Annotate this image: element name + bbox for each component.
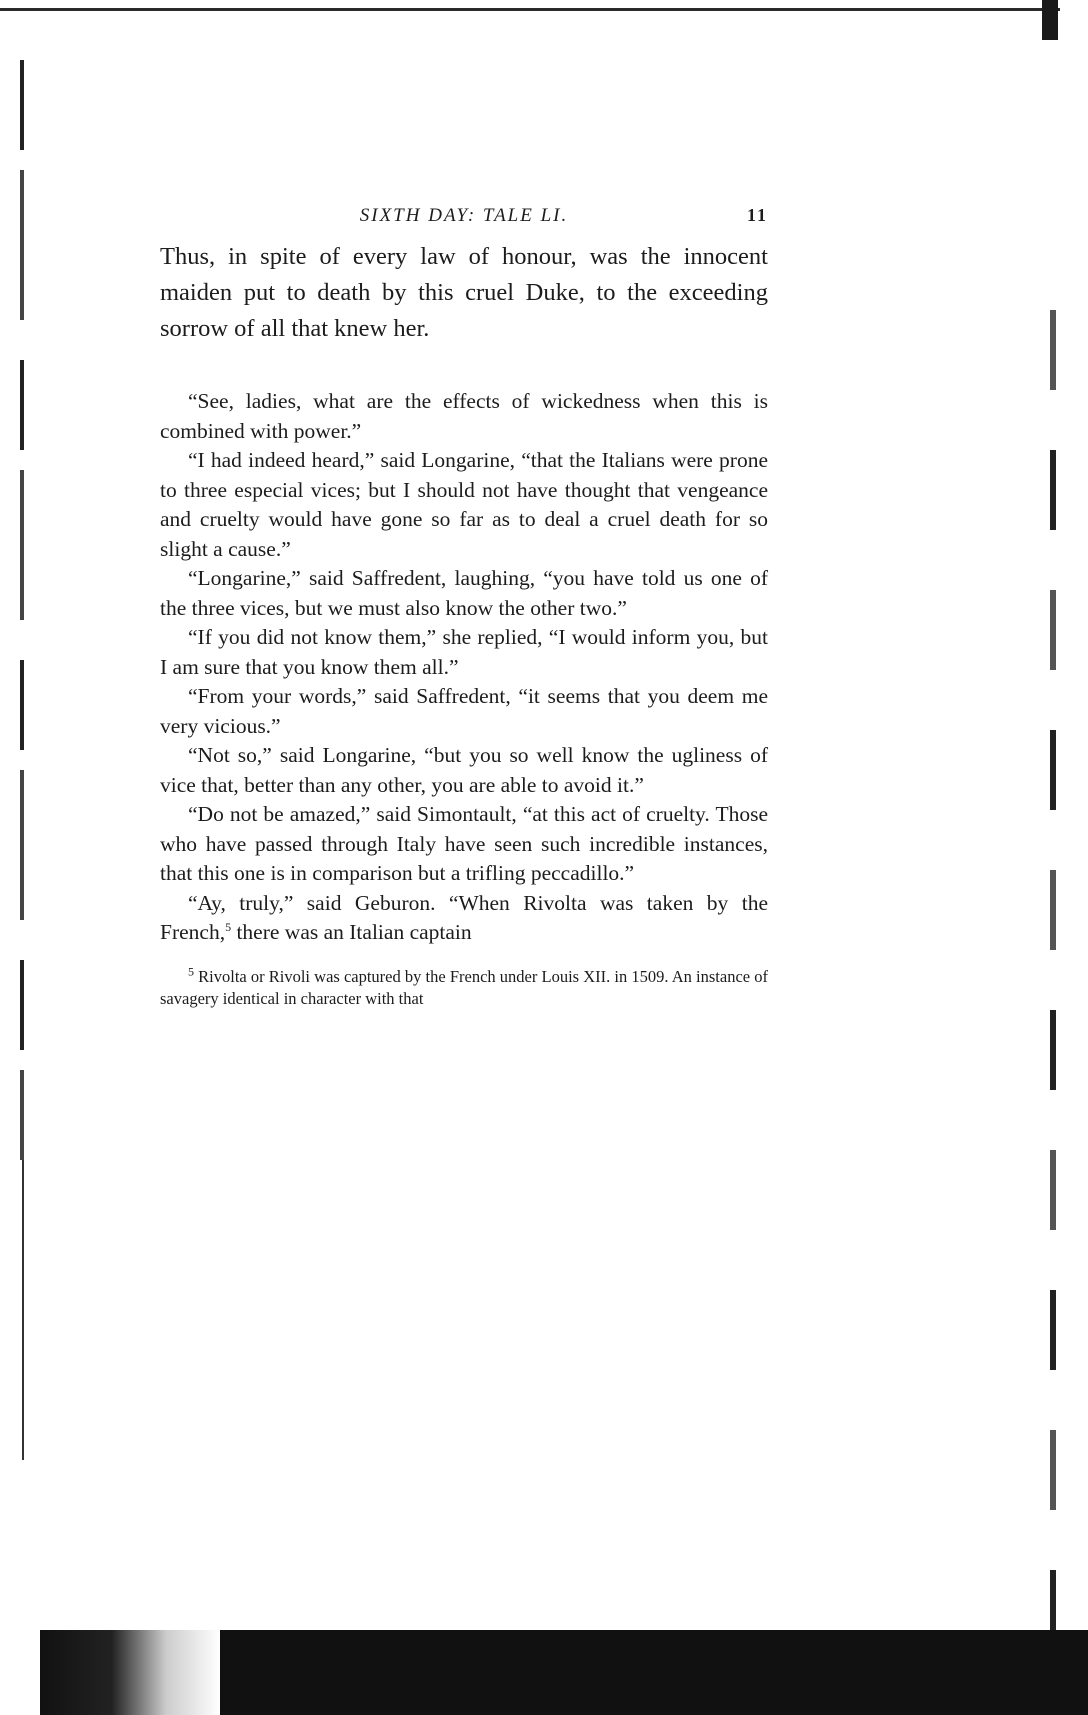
scan-bottom-shadow-fade [40, 1630, 220, 1715]
dialogue-paragraph: “Longarine,” said Saffredent, laughing, “you have told us one of the three vices, but we must also know the other two.” [160, 566, 768, 620]
footnote-mark: 5 [188, 964, 194, 978]
dialogue-paragraph: “Not so,” said Longarine, “but you so well know the ugliness of vice that, better than any other, you are able to avoid it.” [160, 743, 768, 797]
page-number: 11 [746, 205, 768, 225]
dialogue [160, 387, 768, 948]
footnote-reference: 5 [225, 919, 232, 934]
running-head-title: SIXTH DAY: TALE LI. [359, 205, 569, 226]
scan-left-edge-lower [22, 1160, 24, 1460]
running-head [160, 205, 768, 239]
book-page [160, 205, 768, 1010]
scan-corner-shadow [1042, 0, 1058, 40]
dialogue-paragraph: “I had indeed heard,” said Longarine, “that the Italians were prone to three especial vices; but I should not have thought that vengeance and cruelty would have gone so far as to deal a cruel death for so slight a cause.” [160, 448, 768, 561]
lead-paragraph: Thus, in spite of every law of honour, was the innocent maiden put to death by this cruel Duke, to the exceeding sorrow of all that knew her. [160, 243, 768, 342]
dialogue-paragraph: “Do not be amazed,” said Simontault, “at this act of cruelty. Those who have passed through Italy have seen such incredible instances, that this one is in comparison but a trifling peccadillo.” [160, 802, 768, 885]
dialogue-paragraph: “See, ladies, what are the effects of wickedness when this is combined with power.” [160, 389, 768, 443]
scan-top-edge [0, 8, 1060, 11]
scan-left-edge [20, 60, 24, 1160]
footnote [160, 966, 768, 1010]
dialogue-paragraph: “From your words,” said Saffredent, “it seems that you deem me very vicious.” [160, 684, 768, 738]
scan-right-edge [1050, 250, 1056, 1630]
dialogue-paragraph-last: “Ay, truly,” said Geburon. “When Rivolta was taken by the French,$^5$ there was an Italian captain [160, 890, 768, 944]
footnote-text: $^5$ Rivolta or Rivoli was captured by the French under Louis XII. in 1509. An instance of savagery identical in character with that [160, 964, 768, 1008]
dialogue-paragraph: “If you did not know them,” she replied, “I would inform you, but I am sure that you know them all.” [160, 625, 768, 679]
